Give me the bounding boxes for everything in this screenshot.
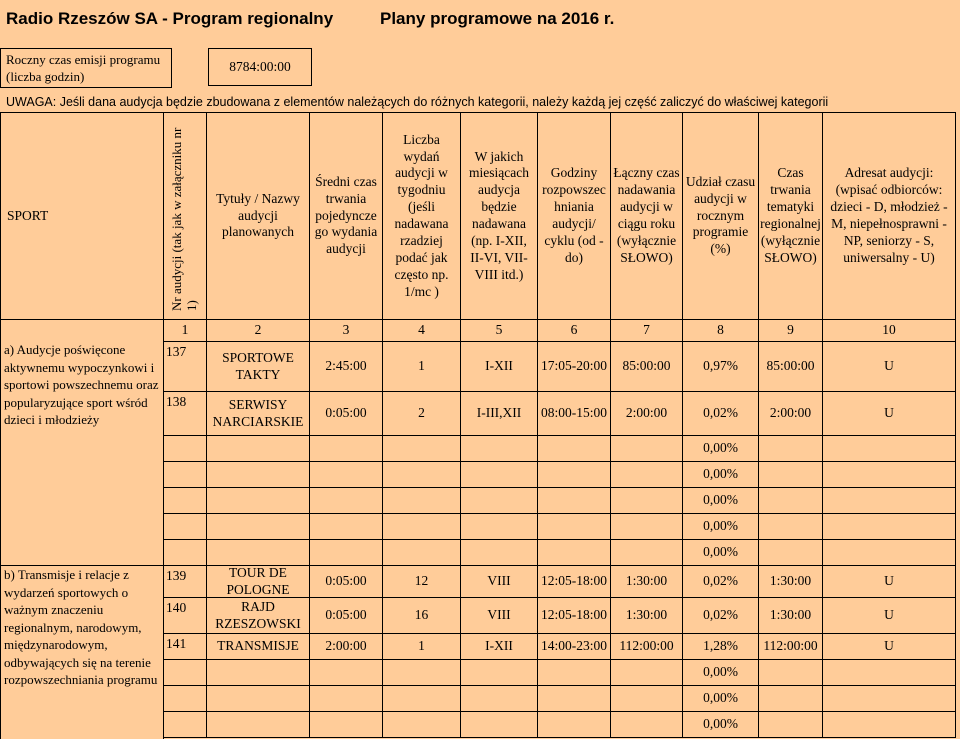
row-141-title[interactable]: TRANSMISJE bbox=[207, 634, 310, 660]
empty-cell[interactable] bbox=[310, 712, 383, 738]
empty-cell[interactable] bbox=[461, 436, 538, 462]
empty-cell[interactable] bbox=[310, 436, 383, 462]
empty-cell[interactable] bbox=[538, 686, 611, 712]
section-label: SPORT bbox=[0, 112, 164, 320]
empty-cell[interactable] bbox=[383, 514, 461, 540]
header-col3: Średni czas trwania pojedyncze go wydania audycji bbox=[310, 112, 383, 320]
empty-cell[interactable] bbox=[611, 686, 683, 712]
empty-cell[interactable] bbox=[383, 686, 461, 712]
row-138-total[interactable]: 2:00:00 bbox=[611, 392, 683, 436]
empty-cell[interactable] bbox=[759, 712, 823, 738]
row-137-months[interactable]: I-XII bbox=[461, 342, 538, 392]
row-138-per-week[interactable]: 2 bbox=[383, 392, 461, 436]
empty-cell[interactable] bbox=[823, 462, 956, 488]
empty-cell[interactable] bbox=[461, 514, 538, 540]
col-number: 4 bbox=[383, 320, 461, 342]
empty-row-share[interactable]: 0,00% bbox=[683, 540, 759, 566]
empty-cell[interactable] bbox=[611, 514, 683, 540]
row-139-per-week[interactable]: 12 bbox=[383, 566, 461, 598]
empty-cell[interactable] bbox=[823, 540, 956, 566]
empty-cell[interactable] bbox=[164, 660, 207, 686]
row-140-months[interactable]: VIII bbox=[461, 598, 538, 634]
empty-cell[interactable] bbox=[461, 462, 538, 488]
empty-cell[interactable] bbox=[164, 712, 207, 738]
col-number: 2 bbox=[207, 320, 310, 342]
empty-cell[interactable] bbox=[611, 462, 683, 488]
row-138-share[interactable]: 0,02% bbox=[683, 392, 759, 436]
row-139-audience[interactable]: U bbox=[823, 566, 956, 598]
header-col1-text: Nr audycji (tak jak w załączniku nr 1) bbox=[169, 127, 199, 311]
header-col6: Godziny rozpowszec hniania audycji/ cyklu (od - do) bbox=[538, 112, 611, 320]
row-140-hours[interactable]: 12:05-18:00 bbox=[538, 598, 611, 634]
col-number: 3 bbox=[310, 320, 383, 342]
empty-cell[interactable] bbox=[207, 462, 310, 488]
category-a-label: a) Audycje poświęcone aktywnemu wypoczynkowi i sportowi powszechnemu oraz popularyzujące sport wśród dzieci i młodzieży bbox=[4, 342, 159, 428]
row-139-months[interactable]: VIII bbox=[461, 566, 538, 598]
empty-cell[interactable] bbox=[759, 436, 823, 462]
empty-cell[interactable] bbox=[310, 660, 383, 686]
annual-value[interactable]: 8784:00:00 bbox=[208, 48, 312, 86]
category-b-label: b) Transmisje i relacje z wydarzeń sportowych o ważnym znaczeniu regionalnym, narodowym, międzynarodowym, odbywających się na terenie rozpowszechniania programu bbox=[4, 567, 158, 688]
row-137-avg[interactable]: 2:45:00 bbox=[310, 342, 383, 392]
empty-cell[interactable] bbox=[759, 462, 823, 488]
row-138-avg[interactable]: 0:05:00 bbox=[310, 392, 383, 436]
empty-cell[interactable] bbox=[823, 436, 956, 462]
empty-cell[interactable] bbox=[538, 488, 611, 514]
row-140-audience[interactable]: U bbox=[823, 598, 956, 634]
station-title: Radio Rzeszów SA - Program regionalny bbox=[6, 9, 334, 28]
empty-cell[interactable] bbox=[207, 514, 310, 540]
empty-cell[interactable] bbox=[759, 540, 823, 566]
row-140-regional[interactable]: 1:30:00 bbox=[759, 598, 823, 634]
empty-cell[interactable] bbox=[823, 660, 956, 686]
header-col9: Czas trwania tematyki regionalnej (wyłącznie SŁOWO) bbox=[759, 112, 823, 320]
empty-cell[interactable] bbox=[383, 462, 461, 488]
empty-cell[interactable] bbox=[310, 488, 383, 514]
row-137-total[interactable]: 85:00:00 bbox=[611, 342, 683, 392]
row-137-regional[interactable]: 85:00:00 bbox=[759, 342, 823, 392]
empty-cell[interactable] bbox=[538, 514, 611, 540]
row-138-audience[interactable]: U bbox=[823, 392, 956, 436]
empty-row-share[interactable]: 0,00% bbox=[683, 436, 759, 462]
col-number: 5 bbox=[461, 320, 538, 342]
header-col4: Liczba wydań audycji w tygodniu (jeśli nadawana rzadziej podać jak często np. 1/mc ) bbox=[383, 112, 461, 320]
col-number: 9 bbox=[759, 320, 823, 342]
row-138-title[interactable]: SERWISY NARCIARSKIE bbox=[207, 392, 310, 436]
empty-cell[interactable] bbox=[538, 462, 611, 488]
annual-label-box bbox=[0, 48, 172, 88]
empty-cell[interactable] bbox=[207, 660, 310, 686]
row-141-per-week[interactable]: 1 bbox=[383, 634, 461, 660]
row-140-avg[interactable]: 0:05:00 bbox=[310, 598, 383, 634]
empty-cell[interactable] bbox=[759, 660, 823, 686]
row-139-hours[interactable]: 12:05-18:00 bbox=[538, 566, 611, 598]
row-140-title[interactable]: RAJD RZESZOWSKI bbox=[207, 598, 310, 634]
row-140-share[interactable]: 0,02% bbox=[683, 598, 759, 634]
empty-cell[interactable] bbox=[383, 712, 461, 738]
empty-cell[interactable] bbox=[759, 488, 823, 514]
empty-cell[interactable] bbox=[759, 514, 823, 540]
row-137-nr[interactable]: 137 bbox=[164, 342, 207, 392]
row-140-per-week[interactable]: 16 bbox=[383, 598, 461, 634]
empty-cell[interactable] bbox=[383, 660, 461, 686]
annual-label-line1: Roczny czas emisji programu bbox=[6, 52, 161, 67]
row-137-title[interactable]: SPORTOWE TAKTY bbox=[207, 342, 310, 392]
empty-cell[interactable] bbox=[611, 488, 683, 514]
empty-cell[interactable] bbox=[538, 660, 611, 686]
warning-text: UWAGA: Jeśli dana audycja będzie zbudowana z elementów należących do różnych kategorii, należy każdą jej część zaliczyć do właściwej kategorii bbox=[6, 95, 829, 109]
empty-cell[interactable] bbox=[759, 686, 823, 712]
row-141-share[interactable]: 1,28% bbox=[683, 634, 759, 660]
empty-cell[interactable] bbox=[207, 436, 310, 462]
empty-row-share[interactable]: 0,00% bbox=[683, 514, 759, 540]
empty-cell[interactable] bbox=[461, 540, 538, 566]
header-col5: W jakich miesiącach audycja będzie nadawana (np. I-XII, II-VI, VII-VIII itd.) bbox=[461, 112, 538, 320]
row-141-hours[interactable]: 14:00-23:00 bbox=[538, 634, 611, 660]
empty-cell[interactable] bbox=[823, 488, 956, 514]
row-137-hours[interactable]: 17:05-20:00 bbox=[538, 342, 611, 392]
empty-cell[interactable] bbox=[383, 488, 461, 514]
empty-cell[interactable] bbox=[823, 712, 956, 738]
row-138-nr[interactable]: 138 bbox=[164, 392, 207, 436]
empty-cell[interactable] bbox=[164, 540, 207, 566]
row-139-share[interactable]: 0,02% bbox=[683, 566, 759, 598]
empty-cell[interactable] bbox=[461, 686, 538, 712]
row-137-per-week[interactable]: 1 bbox=[383, 342, 461, 392]
empty-cell[interactable] bbox=[310, 462, 383, 488]
header-col7: Łączny czas nadawania audycji w ciągu roku (wyłącznie SŁOWO) bbox=[611, 112, 683, 320]
empty-row-share[interactable]: 0,00% bbox=[683, 686, 759, 712]
empty-cell[interactable] bbox=[310, 686, 383, 712]
row-137-audience[interactable]: U bbox=[823, 342, 956, 392]
row-138-months[interactable]: I-III,XII bbox=[461, 392, 538, 436]
row-141-total[interactable]: 112:00:00 bbox=[611, 634, 683, 660]
empty-cell[interactable] bbox=[461, 712, 538, 738]
empty-row-share[interactable]: 0,00% bbox=[683, 488, 759, 514]
empty-cell[interactable] bbox=[310, 514, 383, 540]
col-number: 1 bbox=[164, 320, 207, 342]
empty-cell[interactable] bbox=[538, 436, 611, 462]
empty-cell[interactable] bbox=[538, 712, 611, 738]
row-139-nr[interactable]: 139 bbox=[164, 566, 207, 598]
empty-cell[interactable] bbox=[310, 540, 383, 566]
empty-cell[interactable] bbox=[383, 540, 461, 566]
empty-cell[interactable] bbox=[207, 712, 310, 738]
empty-cell[interactable] bbox=[611, 712, 683, 738]
row-137-share[interactable]: 0,97% bbox=[683, 342, 759, 392]
empty-cell[interactable] bbox=[611, 660, 683, 686]
empty-cell[interactable] bbox=[538, 540, 611, 566]
row-139-title[interactable]: TOUR DE POLOGNE bbox=[207, 566, 310, 598]
empty-cell[interactable] bbox=[207, 686, 310, 712]
empty-row-share[interactable]: 0,00% bbox=[683, 712, 759, 738]
empty-cell[interactable] bbox=[461, 660, 538, 686]
empty-cell[interactable] bbox=[461, 488, 538, 514]
empty-cell[interactable] bbox=[823, 514, 956, 540]
empty-cell[interactable] bbox=[164, 462, 207, 488]
empty-cell[interactable] bbox=[383, 436, 461, 462]
header-col2: Tytuły / Nazwy audycji planowanych bbox=[207, 112, 310, 320]
empty-cell[interactable] bbox=[164, 686, 207, 712]
empty-cell[interactable] bbox=[207, 488, 310, 514]
row-138-hours[interactable]: 08:00-15:00 bbox=[538, 392, 611, 436]
empty-cell[interactable] bbox=[164, 488, 207, 514]
empty-cell[interactable] bbox=[611, 540, 683, 566]
col-number: 8 bbox=[683, 320, 759, 342]
empty-cell[interactable] bbox=[823, 686, 956, 712]
col-number: 7 bbox=[611, 320, 683, 342]
row-140-total[interactable]: 1:30:00 bbox=[611, 598, 683, 634]
annual-label-line2: (liczba godzin) bbox=[6, 68, 85, 84]
empty-row-share[interactable]: 0,00% bbox=[683, 462, 759, 488]
row-141-audience[interactable]: U bbox=[823, 634, 956, 660]
header-col1 bbox=[164, 112, 207, 320]
row-141-regional[interactable]: 112:00:00 bbox=[759, 634, 823, 660]
empty-cell[interactable] bbox=[164, 514, 207, 540]
header-col8: Udział czasu audycji w rocznym programie (%) bbox=[683, 112, 759, 320]
row-141-nr[interactable]: 141 bbox=[164, 634, 207, 660]
plan-title: Plany programowe na 2016 r. bbox=[380, 9, 615, 28]
row-140-nr[interactable]: 140 bbox=[164, 598, 207, 634]
col-number: 10 bbox=[823, 320, 956, 342]
row-139-total[interactable]: 1:30:00 bbox=[611, 566, 683, 598]
header-col10: Adresat audycji: (wpisać odbiorców: dzieci - D, młodzież - M, niepełnosprawni - NP, seniorzy - S, uniwersalny - U) bbox=[823, 112, 956, 320]
row-141-avg[interactable]: 2:00:00 bbox=[310, 634, 383, 660]
row-138-regional[interactable]: 2:00:00 bbox=[759, 392, 823, 436]
empty-cell[interactable] bbox=[611, 436, 683, 462]
empty-cell[interactable] bbox=[207, 540, 310, 566]
empty-row-share[interactable]: 0,00% bbox=[683, 660, 759, 686]
row-139-avg[interactable]: 0:05:00 bbox=[310, 566, 383, 598]
empty-cell[interactable] bbox=[164, 436, 207, 462]
row-139-regional[interactable]: 1:30:00 bbox=[759, 566, 823, 598]
row-141-months[interactable]: I-XII bbox=[461, 634, 538, 660]
col-number: 6 bbox=[538, 320, 611, 342]
